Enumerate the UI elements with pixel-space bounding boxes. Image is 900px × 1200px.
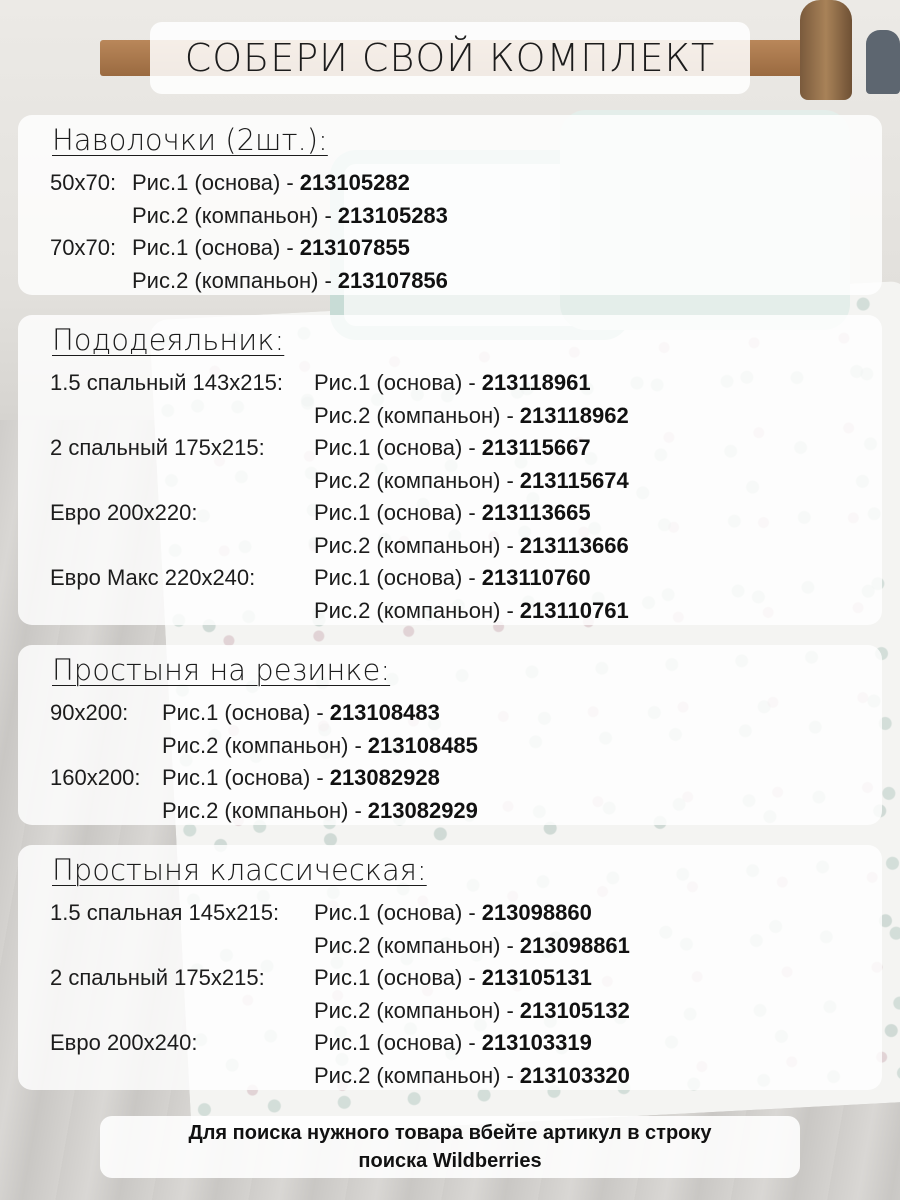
size-label [18,930,314,963]
size-label: 2 спальный 175x215: [50,965,265,990]
sku-row [18,432,882,465]
pattern-label: Рис.1 (основа) - [162,765,324,790]
pattern-label: Рис.1 (основа) - [162,700,324,725]
pattern-label: Рис.2 (компаньон) - [314,932,514,958]
section-pillowcases [18,115,882,295]
search-hint-line-2: поиска Wildberries [358,1150,542,1172]
sku-row [18,595,882,628]
sku-list [18,897,882,1092]
sku-row [18,167,882,200]
size-label: 1.5 спальная 145x215: [50,900,280,925]
sku-row [18,897,882,930]
sku-row [18,697,882,730]
size-label [18,795,162,828]
sku-row [18,400,882,433]
pattern-label: Рис.2 (компаньон) - [314,402,514,428]
size-label [18,595,314,628]
search-hint-banner [100,1116,800,1178]
sku-row [18,232,882,265]
pattern-label: Рис.2 (компаньон) - [132,202,332,228]
sku-row [18,530,882,563]
article-number: 213082929 [367,797,478,823]
section-classic-sheets [18,845,882,1090]
size-label: 1.5 спальный 143x215: [50,370,284,395]
article-number: 213082928 [329,765,440,790]
sku-list [18,167,882,297]
sku-row [18,795,882,828]
article-number: 213108483 [329,700,440,725]
size-label: Евро 200x220: [50,500,198,525]
sku-row [18,930,882,963]
section-fitted-sheets [18,645,882,825]
pattern-label: Рис.2 (компаньон) - [132,267,332,293]
sku-list [18,697,882,827]
section-duvet-covers [18,315,882,625]
sku-row [18,995,882,1028]
article-number: 213113666 [519,532,629,558]
size-label [18,200,132,233]
sku-row [18,465,882,498]
size-label: 70x70: [50,235,117,260]
article-number: 213103319 [481,1030,592,1055]
article-number: 213105283 [337,202,448,228]
article-number: 213115667 [481,435,591,460]
size-label [18,400,314,433]
article-number: 213105282 [299,170,410,195]
article-number: 213113665 [481,500,591,525]
article-number: 213110761 [519,597,629,623]
article-number: 213118962 [519,402,629,428]
article-number: 213103320 [519,1062,630,1088]
size-label: Евро 200x240: [50,1030,198,1055]
sku-row [18,1027,882,1060]
section-title: Простыня классическая: [52,853,427,887]
size-label: 90x200: [50,700,129,725]
sku-row [18,497,882,530]
search-hint-line-1: Для поиска нужного товара вбейте артикул в строку [188,1122,712,1144]
size-label [18,995,314,1028]
sku-row [18,265,882,298]
decor-vase [800,0,852,100]
pattern-label: Рис.1 (основа) - [314,1030,476,1055]
pattern-label: Рис.2 (компаньон) - [314,532,514,558]
title-banner [150,22,750,94]
pattern-label: Рис.1 (основа) - [314,435,476,460]
article-number: 213105132 [519,997,630,1023]
article-number: 213110760 [481,565,591,590]
sku-row [18,1060,882,1093]
pattern-label: Рис.1 (основа) - [314,965,476,990]
size-label [18,530,314,563]
pattern-label: Рис.2 (компаньон) - [162,732,362,758]
size-label [18,465,314,498]
article-number: 213098861 [519,932,630,958]
sku-row [18,730,882,763]
size-label [18,730,162,763]
section-title: Простыня на резинке: [52,653,391,687]
article-number: 213107855 [299,235,410,260]
size-label: 2 спальный 175x215: [50,435,265,460]
sku-list [18,367,882,627]
page-title: СОБЕРИ СВОЙ КОМПЛЕКТ [184,36,716,80]
sku-row [18,962,882,995]
pattern-label: Рис.1 (основа) - [314,500,476,525]
sku-row [18,562,882,595]
article-number: 213105131 [481,965,592,990]
section-title: Пододеяльник: [52,323,285,357]
pattern-label: Рис.1 (основа) - [314,565,476,590]
size-label: Евро Макс 220x240: [50,565,256,590]
pattern-label: Рис.2 (компаньон) - [162,797,362,823]
pattern-label: Рис.1 (основа) - [132,235,294,260]
decor-lamp [866,30,900,94]
size-label [18,265,132,298]
pattern-label: Рис.1 (основа) - [314,900,476,925]
article-number: 213115674 [519,467,629,493]
article-number: 213098860 [481,900,592,925]
size-label [18,1060,314,1093]
sku-row [18,200,882,233]
pattern-label: Рис.2 (компаньон) - [314,997,514,1023]
article-number: 213118961 [481,370,591,395]
pattern-label: Рис.1 (основа) - [314,370,476,395]
sku-row [18,367,882,400]
size-label: 160x200: [50,765,141,790]
pattern-label: Рис.2 (компаньон) - [314,597,514,623]
pattern-label: Рис.2 (компаньон) - [314,1062,514,1088]
article-number: 213107856 [337,267,448,293]
section-title: Наволочки (2шт.): [52,123,328,157]
pattern-label: Рис.2 (компаньон) - [314,467,514,493]
size-label: 50x70: [50,170,117,195]
article-number: 213108485 [367,732,478,758]
pattern-label: Рис.1 (основа) - [132,170,294,195]
sku-row [18,762,882,795]
